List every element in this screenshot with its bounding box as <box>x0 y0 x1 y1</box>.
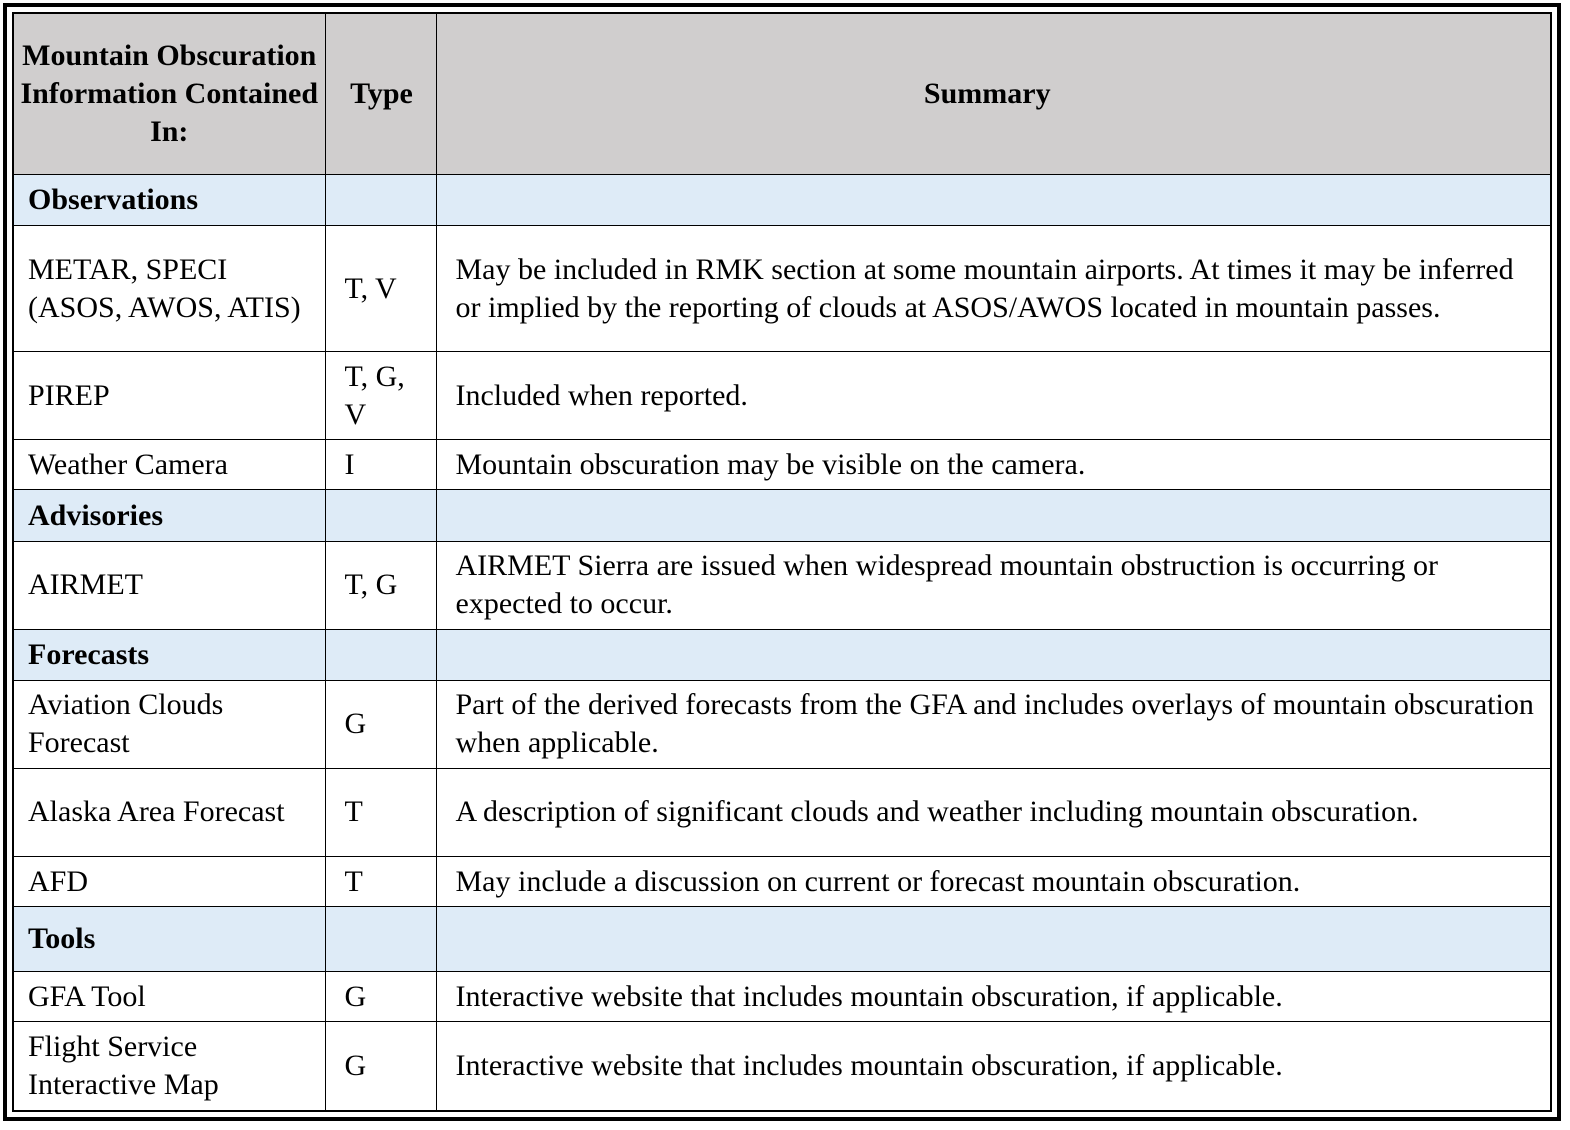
source-cell: PIREP <box>14 352 325 440</box>
summary-cell: Included when reported. <box>436 352 1550 440</box>
table-row <box>14 352 1550 440</box>
section-row-tools <box>14 907 1550 972</box>
section-empty-cell <box>436 907 1550 972</box>
type-cell: T <box>325 857 436 907</box>
header-summary: Summary <box>436 14 1550 175</box>
summary-cell: Part of the derived forecasts from the GFA and includes overlays of mountain obscuration when applicable. <box>436 680 1550 768</box>
source-cell: METAR, SPECI (ASOS, AWOS, ATIS) <box>14 226 325 352</box>
section-title: Advisories <box>14 490 325 541</box>
summary-cell: AIRMET Sierra are issued when widespread mountain obstruction is occurring or expected to occur. <box>436 541 1550 629</box>
section-title: Tools <box>14 907 325 972</box>
source-cell: AIRMET <box>14 541 325 629</box>
table-row <box>14 972 1550 1022</box>
table-row <box>14 768 1550 856</box>
section-empty-cell <box>325 629 436 680</box>
summary-cell: Interactive website that includes mountain obscuration, if applicable. <box>436 1022 1550 1110</box>
summary-cell: May be included in RMK section at some mountain airports. At times it may be inferred or implied by the reporting of clouds at ASOS/AWOS located in mountain passes. <box>436 226 1550 352</box>
header-type: Type <box>325 14 436 175</box>
section-empty-cell <box>436 175 1550 226</box>
type-cell: I <box>325 440 436 490</box>
type-cell: T, G <box>325 541 436 629</box>
table-row <box>14 857 1550 907</box>
section-row-advisories <box>14 490 1550 541</box>
summary-cell: Mountain obscuration may be visible on the camera. <box>436 440 1550 490</box>
source-cell: Flight Service Interactive Map <box>14 1022 325 1110</box>
source-cell: GFA Tool <box>14 972 325 1022</box>
table-inner-border <box>12 12 1552 1112</box>
section-title: Forecasts <box>14 629 325 680</box>
source-cell: Alaska Area Forecast <box>14 768 325 856</box>
section-empty-cell <box>325 175 436 226</box>
summary-cell: A description of significant clouds and weather including mountain obscuration. <box>436 768 1550 856</box>
section-empty-cell <box>325 490 436 541</box>
table-frame <box>3 3 1561 1121</box>
section-empty-cell <box>436 629 1550 680</box>
type-cell: G <box>325 680 436 768</box>
header-source: Mountain Obscuration Information Contained In: <box>14 14 325 175</box>
section-empty-cell <box>436 490 1550 541</box>
type-cell: G <box>325 1022 436 1110</box>
mountain-obscuration-table <box>14 14 1550 1110</box>
table-row <box>14 1022 1550 1110</box>
summary-cell: May include a discussion on current or forecast mountain obscuration. <box>436 857 1550 907</box>
section-row-forecasts <box>14 629 1550 680</box>
type-cell: T, G, V <box>325 352 436 440</box>
header-row <box>14 14 1550 175</box>
source-cell: Aviation Clouds Forecast <box>14 680 325 768</box>
section-title: Observations <box>14 175 325 226</box>
table-row <box>14 680 1550 768</box>
type-cell: T, V <box>325 226 436 352</box>
type-cell: T <box>325 768 436 856</box>
table-row <box>14 440 1550 490</box>
source-cell: Weather Camera <box>14 440 325 490</box>
type-cell: G <box>325 972 436 1022</box>
table-row <box>14 226 1550 352</box>
source-cell: AFD <box>14 857 325 907</box>
table-row <box>14 541 1550 629</box>
section-empty-cell <box>325 907 436 972</box>
section-row-observations <box>14 175 1550 226</box>
summary-cell: Interactive website that includes mountain obscuration, if applicable. <box>436 972 1550 1022</box>
